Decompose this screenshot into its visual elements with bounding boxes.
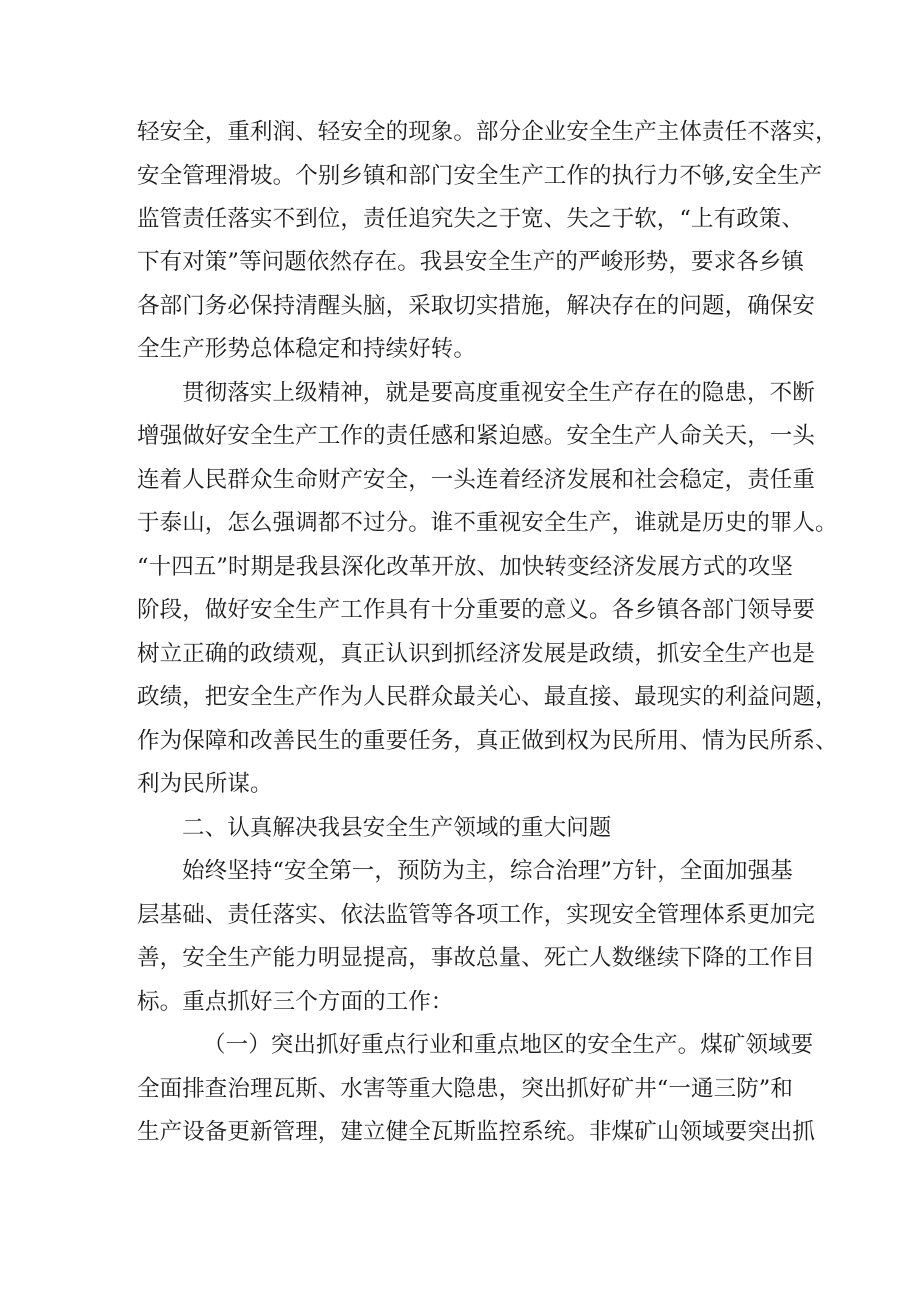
text-line: 于泰山，怎么强调都不过分。谁不重视安全生产，谁就是历史的罪人。 [137, 510, 838, 536]
text-line: 阶段，做好安全生产工作具有十分重要的意义。各乡镇各部门领导要 [137, 597, 816, 623]
text-line: 连着人民群众生命财产安全，一头连着经济发展和社会稳定，责任重 [137, 467, 816, 493]
text-line: 轻安全，重利润、轻安全的现象。部分企业安全生产主体责任不落实， [137, 119, 838, 145]
text-line: 增强做好安全生产工作的责任感和紧迫感。安全生产人命关天，一头 [137, 423, 816, 449]
text-line: （一）突出抓好重点行业和重点地区的安全生产。煤矿领域要 [203, 1032, 814, 1058]
text-line: 始终坚持“安全第一，预防为主，综合治理”方针，全面加强基 [182, 858, 793, 884]
text-line: 生产设备更新管理，建立健全瓦斯监控系统。非煤矿山领域要突出抓 [137, 1119, 816, 1145]
text-line: 安全管理滑坡。个别乡镇和部门安全生产工作的执行力不够,安全生产 [137, 163, 823, 189]
text-line: 监管责任落实不到位，责任追究失之于宽、失之于软，“上有政策、 [137, 206, 805, 232]
text-line: 树立正确的政绩观，真正认识到抓经济发展是政绩，抓安全生产也是 [137, 641, 816, 667]
text-line: 全生产形势总体稳定和持续好转。 [137, 336, 477, 362]
text-line: 政绩，把安全生产作为人民群众最关心、最直接、最现实的利益问题， [137, 684, 838, 710]
text-line: 利为民所谋。 [137, 771, 273, 797]
text-line: 标。重点抓好三个方面的工作： [137, 989, 454, 1015]
text-line: 下有对策”等问题依然存在。我县安全生产的严峻形势，要求各乡镇 [137, 249, 805, 275]
text-line: 各部门务必保持清醒头脑，采取切实措施，解决存在的问题，确保安 [137, 293, 816, 319]
text-line: 作为保障和改善民生的重要任务，真正做到权为民所用、情为民所系、 [137, 728, 838, 754]
text-line: 贯彻落实上级精神，就是要高度重视安全生产存在的隐患，不断 [182, 380, 815, 406]
section-heading: 二、认真解决我县安全生产领域的重大问题 [182, 815, 612, 841]
text-line: 层基础、责任落实、依法监管等各项工作，实现安全管理体系更加完 [137, 902, 816, 928]
text-line: “十四五”时期是我县深化改革开放、加快转变经济发展方式的攻坚 [137, 554, 794, 580]
text-line: 全面排查治理瓦斯、水害等重大隐患，突出抓好矿井“一通三防”和 [137, 1076, 794, 1102]
text-line: 善，安全生产能力明显提高，事故总量、死亡人数继续下降的工作目 [137, 945, 816, 971]
